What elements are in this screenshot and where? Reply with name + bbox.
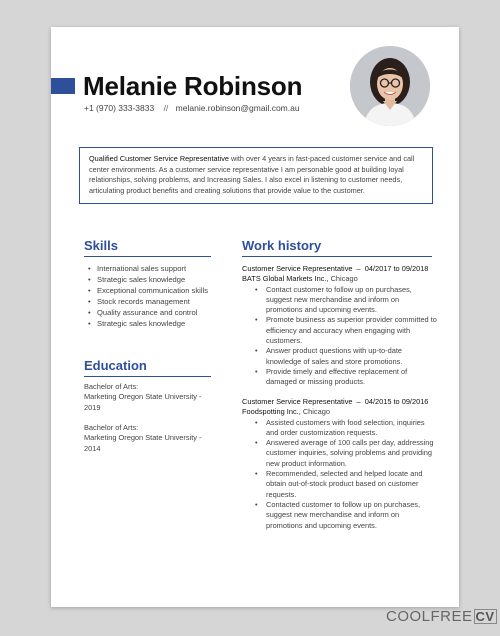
skills-list bbox=[84, 263, 214, 329]
summary-text: with over 4 years in fast-paced customer service and call center environments. As a customer service representative I am personable good at building loyal relationships, solving problems, and Increasing Sales. I also excel in listening to customer needs, articulating product benefits and creating solutions that provide value to the customer. bbox=[89, 154, 415, 195]
job-location: Chicago bbox=[302, 407, 330, 417]
job-bullet: • Contact customer to follow up on purchases, suggest new merchandise and inform on promotions and upcoming events. bbox=[242, 285, 437, 316]
job-location: Chicago bbox=[330, 274, 358, 284]
job-company: Foodspotting Inc., bbox=[242, 407, 301, 417]
education-degree: Bachelor of Arts: bbox=[84, 382, 139, 391]
education-detail: Marketing Oregon State University - 2014 bbox=[84, 433, 202, 453]
candidate-name: Melanie Robinson bbox=[83, 71, 303, 101]
education-degree: Bachelor of Arts: bbox=[84, 423, 139, 432]
brand-text: COOLFREE bbox=[386, 608, 473, 625]
job-title-line: Customer Service Representative – 04/2015 to 09/2016 bbox=[242, 397, 429, 406]
education-heading: Education bbox=[84, 358, 211, 377]
job-entry bbox=[242, 397, 437, 531]
job-bullet: • Assisted customers with food selection, inquiries and order customization requests. bbox=[242, 418, 437, 439]
job-bullet: • Promote business as superior provider committed to efficiency and accuracy when engaging with customers. bbox=[242, 315, 437, 346]
profile-photo bbox=[350, 46, 430, 126]
summary-box bbox=[79, 147, 433, 204]
job-bullet: • Answer product questions with up-to-date knowledge of sales and store promotions. bbox=[242, 346, 437, 367]
job-company-line bbox=[242, 407, 437, 417]
skill-item: • Exceptional communication skills bbox=[84, 285, 214, 296]
contact-line bbox=[84, 103, 300, 113]
skill-item: • International sales support bbox=[84, 263, 214, 274]
skill-item: • Strategic sales knowledge bbox=[84, 274, 214, 285]
education-entry bbox=[84, 382, 219, 413]
skill-item: • Stock records management bbox=[84, 296, 214, 307]
job-title-line: Customer Service Representative – 04/2017 to 09/2018 bbox=[242, 264, 429, 273]
job-entry bbox=[242, 264, 437, 388]
brand-cv-badge: CV bbox=[475, 609, 495, 624]
job-bullets bbox=[242, 285, 437, 388]
contact-separator: // bbox=[163, 103, 169, 113]
job-company-line bbox=[242, 274, 437, 284]
job-bullet: • Answered average of 100 calls per day, addressing customer inquiries, solving problems and providing new product information. bbox=[242, 438, 437, 469]
job-bullet: • Provide timely and effective replacement of damaged or missing products. bbox=[242, 367, 437, 388]
job-bullet: • Recommended, selected and helped locate and obtain out-of-stock product based on customer requests. bbox=[242, 469, 437, 500]
job-title: Customer Service Representative bbox=[242, 397, 353, 406]
job-dates: 04/2015 to 09/2016 bbox=[364, 397, 429, 406]
email-address: melanie.robinson@gmail.com.au bbox=[175, 103, 300, 113]
summary-lead: Qualified Customer Service Representative bbox=[89, 154, 229, 163]
skills-heading: Skills bbox=[84, 238, 211, 257]
work-history-heading: Work history bbox=[242, 238, 432, 257]
skill-item: • Quality assurance and control bbox=[84, 307, 214, 318]
education-detail: Marketing Oregon State University - 2019 bbox=[84, 392, 202, 412]
job-dates: 04/2017 to 09/2018 bbox=[364, 264, 429, 273]
education-entry bbox=[84, 423, 219, 454]
brand-logo bbox=[386, 608, 497, 625]
resume-page bbox=[51, 27, 459, 607]
job-title: Customer Service Representative bbox=[242, 264, 353, 273]
job-bullet: • Contacted customer to follow up on purchases, suggest new merchandise and inform on promotions and upcoming events. bbox=[242, 500, 437, 531]
job-company: BATS Global Markets Inc., bbox=[242, 274, 329, 284]
skill-item: • Strategic sales knowledge bbox=[84, 318, 214, 329]
job-bullets bbox=[242, 418, 437, 531]
phone-number: +1 (970) 333-3833 bbox=[84, 103, 155, 113]
accent-bar bbox=[51, 78, 75, 94]
portrait-image bbox=[350, 46, 430, 126]
